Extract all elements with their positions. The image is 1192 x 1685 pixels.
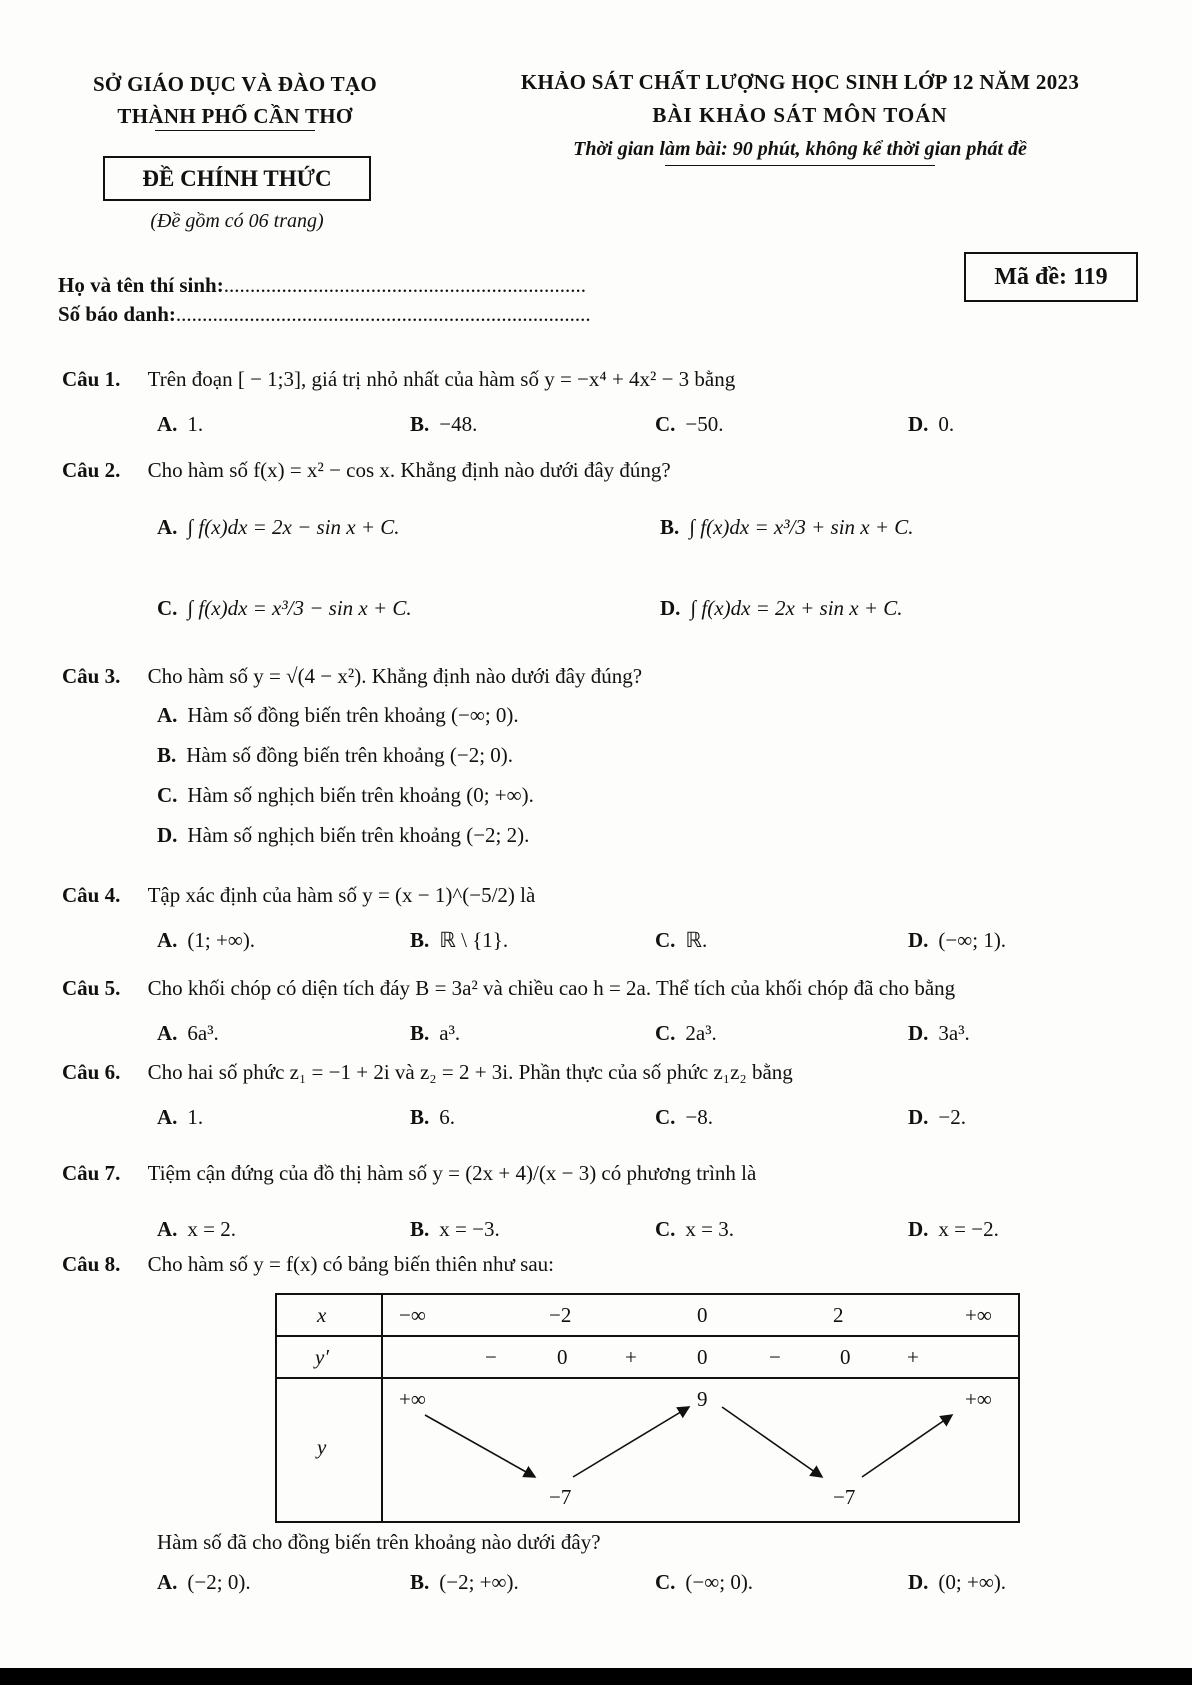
q7-option-c[interactable]: C. x = 3. (655, 1217, 735, 1241)
official-label: ĐỀ CHÍNH THỨC (142, 166, 332, 191)
q4-option-c[interactable]: C. ℝ. (655, 928, 708, 952)
time-underline (665, 165, 935, 166)
candidate-name-label: Họ và tên thí sinh:..................................................................... (58, 273, 586, 297)
question-label: Câu 8. (62, 1252, 121, 1276)
y-prime-sign: + (625, 1345, 637, 1369)
q5-option-d[interactable]: D. 3a³. (908, 1021, 970, 1045)
question-8 (62, 1252, 554, 1277)
q7-option-a[interactable]: A. x = 2. (157, 1217, 237, 1241)
q8-option-d[interactable]: D. (0; +∞). (908, 1570, 1007, 1594)
q6-option-d[interactable]: D. −2. (908, 1105, 967, 1129)
q2-option-c[interactable]: C. ∫ f(x)dx = x³/3 − sin x + C. (157, 596, 412, 620)
question-5 (62, 976, 955, 1001)
question-8-followup: Hàm số đã cho đồng biến trên khoảng nào dưới đây? (157, 1530, 601, 1554)
q2-option-b[interactable]: B. ∫ f(x)dx = x³/3 + sin x + C. (660, 515, 914, 539)
x-value: −∞ (399, 1303, 426, 1327)
q1-option-a[interactable]: A. 1. (157, 412, 204, 436)
table-row-divider (277, 1335, 1018, 1337)
exam-code-box (964, 252, 1138, 302)
question-text: Cho hàm số y = √(4 − x²). Khẳng định nào dưới đây đúng? (147, 664, 643, 688)
exam-code: Mã đề: 119 (994, 264, 1108, 290)
x-value: 2 (833, 1303, 844, 1327)
q3-option-d[interactable]: D. Hàm số nghịch biến trên khoảng (−2; 2). (157, 823, 530, 847)
question-label: Câu 5. (62, 976, 121, 1000)
y-value-left: +∞ (399, 1387, 426, 1411)
q6-option-c[interactable]: C. −8. (655, 1105, 714, 1129)
y-prime-sign: 0 (840, 1345, 851, 1369)
x-value: 0 (697, 1303, 708, 1327)
question-label: Câu 7. (62, 1161, 121, 1185)
question-label: Câu 2. (62, 458, 121, 482)
q2-option-d[interactable]: D. ∫ f(x)dx = 2x + sin x + C. (660, 596, 903, 620)
q8-option-b[interactable]: B. (−2; +∞). (410, 1570, 519, 1594)
variation-table (275, 1293, 1020, 1523)
q2-option-a[interactable]: A. ∫ f(x)dx = 2x − sin x + C. (157, 515, 400, 539)
question-text: Tiệm cận đứng của đồ thị hàm số y = (2x + 4)/(x − 3) có phương trình là (147, 1161, 757, 1185)
y-prime-sign: 0 (697, 1345, 708, 1369)
q5-option-c[interactable]: C. 2a³. (655, 1021, 717, 1045)
question-label: Câu 6. (62, 1060, 121, 1084)
exam-title: KHẢO SÁT CHẤT LƯỢNG HỌC SINH LỚP 12 NĂM 2023 (520, 70, 1080, 94)
question-4 (62, 883, 535, 908)
question-2 (62, 458, 671, 483)
q3-option-a[interactable]: A. Hàm số đồng biến trên khoảng (−∞; 0). (157, 703, 519, 727)
row-label-x: x (317, 1303, 327, 1327)
question-text: Cho hàm số y = f(x) có bảng biến thiên như sau: (147, 1252, 555, 1276)
variation-arrows (277, 1377, 1018, 1521)
decreasing-arrow (722, 1407, 822, 1477)
q4-option-b[interactable]: B. ℝ \ {1}. (410, 928, 509, 952)
question-text: Cho khối chóp có diện tích đáy B = 3a² và chiều cao h = 2a. Thể tích của khối chóp đã cho bằng (147, 976, 956, 1000)
q6-option-b[interactable]: B. 6. (410, 1105, 456, 1129)
header-underline (155, 130, 315, 131)
q4-option-a[interactable]: A. (1; +∞). (157, 928, 256, 952)
increasing-arrow (573, 1407, 689, 1477)
question-text: Cho hai số phức z₁ = −1 + 2i và z₂ = 2 + 3i. Phần thực của số phức z₁z₂ bằng (147, 1060, 793, 1084)
candidate-id-label: Số báo danh:............................................................................... (58, 302, 591, 326)
question-7 (62, 1161, 756, 1186)
question-label: Câu 1. (62, 367, 121, 391)
x-value: +∞ (965, 1303, 992, 1327)
y-value-min: −7 (833, 1485, 856, 1509)
x-value: −2 (549, 1303, 572, 1327)
time-note: Thời gian làm bài: 90 phút, không kể thời gian phát đề (573, 138, 1027, 160)
official-box (103, 156, 371, 201)
q5-option-a[interactable]: A. 6a³. (157, 1021, 219, 1045)
question-text: Trên đoạn [ − 1;3], giá trị nhỏ nhất của hàm số y = −x⁴ + 4x² − 3 bằng (147, 367, 736, 391)
q7-option-b[interactable]: B. x = −3. (410, 1217, 500, 1241)
q4-option-d[interactable]: D. (−∞; 1). (908, 928, 1007, 952)
city-name: THÀNH PHỐ CẦN THƠ (117, 104, 353, 128)
question-label: Câu 4. (62, 883, 121, 907)
q1-option-b[interactable]: B. −48. (410, 412, 478, 436)
decreasing-arrow (425, 1415, 535, 1477)
y-prime-sign: + (907, 1345, 919, 1369)
q3-option-b[interactable]: B. Hàm số đồng biến trên khoảng (−2; 0). (157, 743, 514, 767)
q8-option-a[interactable]: A. (−2; 0). (157, 1570, 251, 1594)
question-text: Cho hàm số f(x) = x² − cos x. Khẳng định nào dưới đây đúng? (147, 458, 671, 482)
row-label-y-prime: y′ (315, 1345, 329, 1369)
pages-note: (Đề gồm có 06 trang) (150, 210, 324, 232)
q5-option-b[interactable]: B. a³. (410, 1021, 461, 1045)
q6-option-a[interactable]: A. 1. (157, 1105, 204, 1129)
q7-option-d[interactable]: D. x = −2. (908, 1217, 999, 1241)
y-value-right: +∞ (965, 1387, 992, 1411)
question-3 (62, 664, 642, 689)
q8-option-c[interactable]: C. (−∞; 0). (655, 1570, 754, 1594)
question-label: Câu 3. (62, 664, 121, 688)
y-value-min: −7 (549, 1485, 572, 1509)
row-label-y: y (317, 1435, 327, 1459)
question-text: Tập xác định của hàm số y = (x − 1)^(−5/2) là (147, 883, 536, 907)
department-name: SỞ GIÁO DỤC VÀ ĐÀO TẠO (92, 72, 378, 96)
y-value-max: 9 (697, 1387, 708, 1411)
q3-option-c[interactable]: C. Hàm số nghịch biến trên khoảng (0; +∞). (157, 783, 534, 807)
y-prime-sign: 0 (557, 1345, 568, 1369)
exam-subject: BÀI KHẢO SÁT MÔN TOÁN (652, 103, 948, 127)
question-1 (62, 367, 735, 392)
y-prime-sign: − (769, 1345, 781, 1369)
y-prime-sign: − (485, 1345, 497, 1369)
q1-option-c[interactable]: C. −50. (655, 412, 724, 436)
page-bottom-edge (0, 1668, 1192, 1685)
q1-option-d[interactable]: D. 0. (908, 412, 955, 436)
question-6 (62, 1060, 793, 1085)
increasing-arrow (862, 1415, 952, 1477)
